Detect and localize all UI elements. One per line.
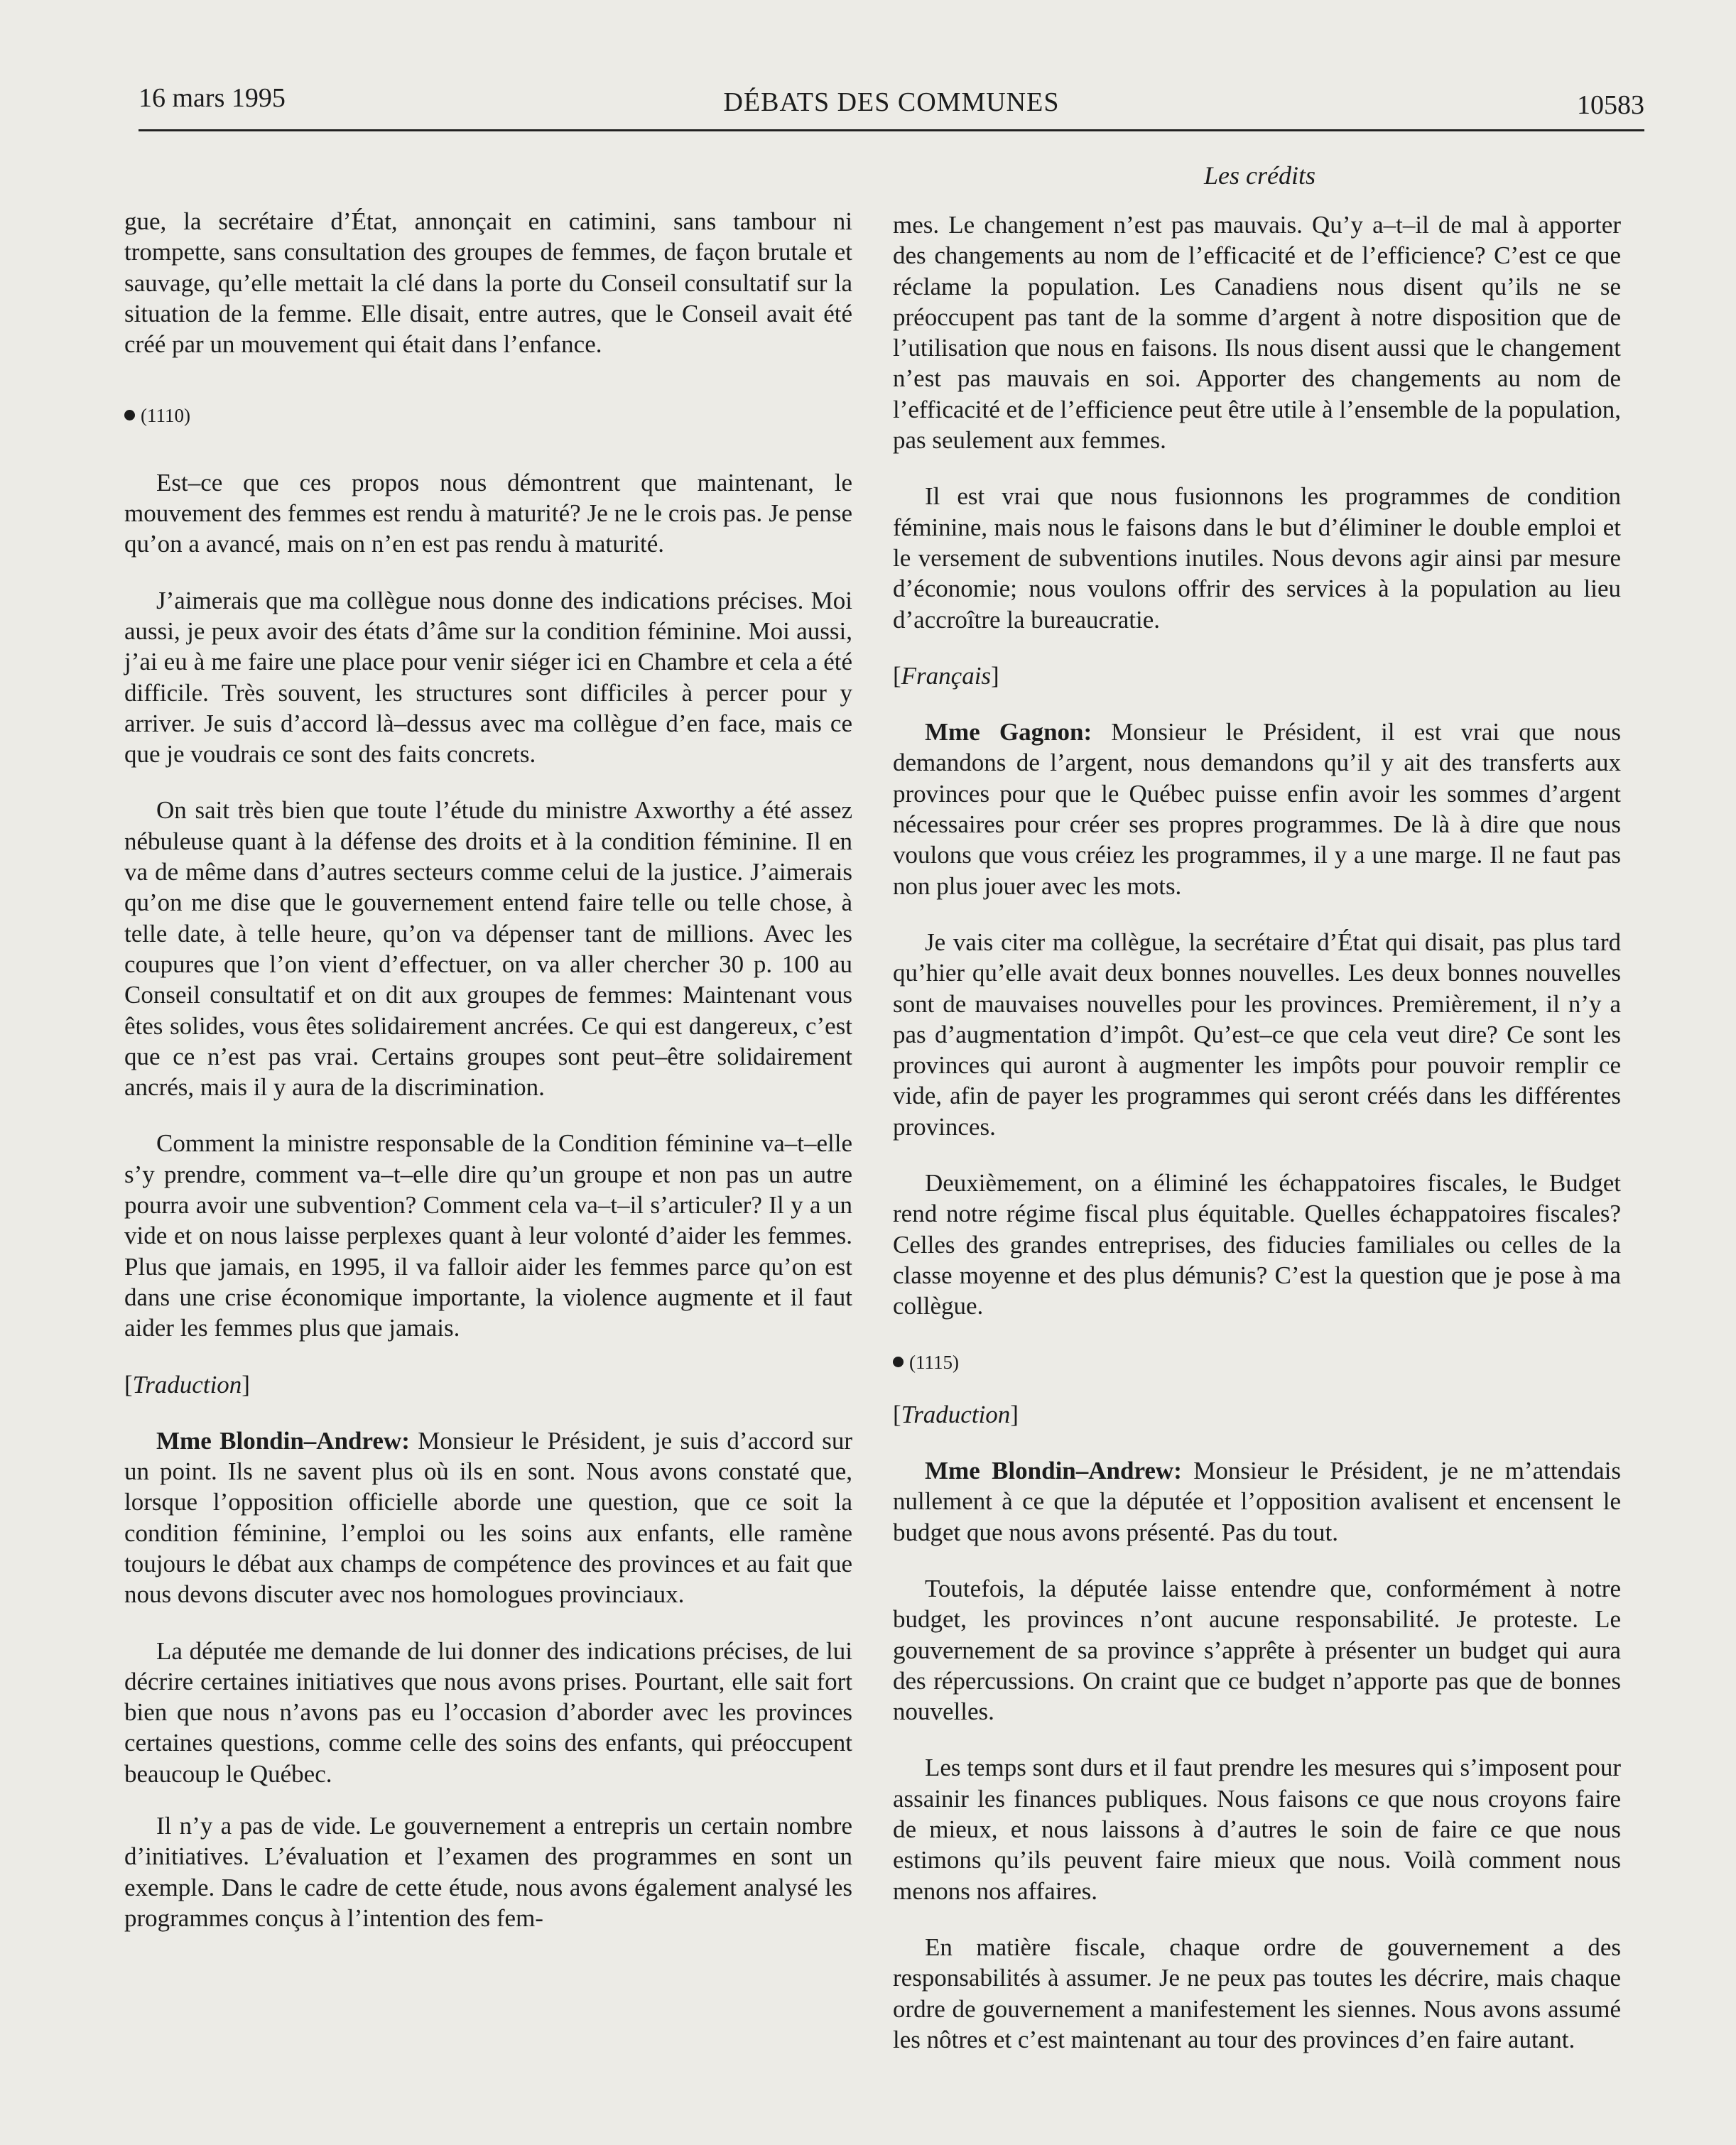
paragraph: On sait très bien que toute l’étude du ministre Axworthy a été assez nébuleuse quant à la défense des droits et à la condition féminine. Il en va de même dans d’autres secteurs comme celui de la justice. J’aimerais qu’on me dise que le gouvernement entend faire telle ou telle chose, à telle date, à telle heure, qu’on va dépenser tant de millions. Avec les coupures que l’on vient d’effectuer, on va aller chercher 30 p. 100 au Conseil consultatif et on dit aux groupes de femmes: Maintenant vous êtes solides, vous êtes solidairement ancrées. Ce qui est dangereux, c’est que ce n’est pas vrai. Certains groupes sont peut–être solidairement ancrés, mais il y aura de la discrimination.	[124, 796, 852, 1102]
paragraph: Les temps sont durs et il faut prendre les mesures qui s’imposent pour assainir les finances publiques. Nous faisons ce que nous croyons faire de mieux, et nous laissons à d’autres le soin de faire ce que nous estimons qu’ils peuvent faire mieux que nous. Voilà comment nous menons nos affaires.	[893, 1754, 1621, 1905]
header-title: DÉBATS DES COMMUNES	[723, 87, 1060, 117]
section-label: Les crédits	[1204, 161, 1315, 190]
paragraph: Il est vrai que nous fusionnons les programmes de condition féminine, mais nous le faisons dans le but d’éliminer le double emploi et le versement de subventions inutiles. Nous devons agir ainsi par mesure d’économie; nous voulons offrir des services à la population au lieu d’accroître la bureaucratie.	[893, 482, 1621, 634]
paragraph: gue, la secrétaire d’État, annonçait en catimini, sans tambour ni trompette, sans consultation des groupes de femmes, de façon brutale et sauvage, qu’elle mettait la clé dans la porte du Conseil consultatif sur la situation de la femme. Elle disait, entre autres, que le Conseil avait été créé par un mouvement qui était dans l’enfance.	[124, 207, 852, 359]
right-column	[893, 210, 1621, 2055]
language-note-label: Traduction	[132, 1370, 242, 1399]
paragraph: Comment la ministre responsable de la Condition féminine va–t–elle s’y prendre, comment va–t–elle dire qu’un groupe et non pas un autre pourra avoir une subvention? Comment cela va–t–il s’articuler? Il y a un vide et on nous laisse perplexes quant à leur volonté d’aider les femmes. Plus que jamais, en 1995, il va falloir aider les femmes parce qu’on est dans une crise économique importante, la violence augmente et il faut aider les femmes plus que jamais.	[124, 1129, 852, 1342]
time-marker	[124, 401, 852, 431]
paragraph: Deuxièmement, on a éliminé les échappatoires fiscales, le Budget rend notre régime fiscal plus équitable. Quelles échappatoires fiscales? Celles des grandes entreprises, des fiducies familiales ou celles de la classe moyenne et des plus démunis? C’est la question que je pose à ma collègue.	[893, 1169, 1621, 1320]
speaker-name: Mme Blondin–Andrew:	[925, 1457, 1182, 1485]
language-note: [Traduction]	[124, 1370, 250, 1399]
paragraph: Toutefois, la députée laisse entendre que, conformément à notre budget, les provinces n’ont aucune responsabilité. Je proteste. Le gouvernement de sa province s’apprête à présenter un budget qui aura des répercussions. On craint que ce budget n’apporte pas que de bonnes nouvelles.	[893, 1574, 1621, 1726]
time-marker-label: (1110)	[141, 405, 190, 427]
speaker-name: Mme Blondin–Andrew:	[156, 1426, 410, 1455]
language-note-label: Français	[901, 661, 992, 690]
speech-text: Monsieur le Président, je suis d’accord sur un point. Ils ne savent plus où ils en sont. Nous avons constaté que, lorsque l’opposition officielle aborde une question, que ce soit la condition féminine, l’emploi ou les soins aux enfants, elle ramène toujours le débat aux champs de compétence des provinces et au fait que nous devons discuter avec nos homologues provinciaux.	[124, 1426, 853, 1609]
paragraph: La députée me demande de lui donner des indications précises, de lui décrire certaines initiatives que nous avons prises. Pourtant, elle sait fort bien que nous n’avons pas eu l’occasion d’aborder avec les provinces certaines questions, comme celle des soins des enfants, qui préoccupent beaucoup le Québec.	[124, 1636, 852, 1788]
time-marker	[893, 1347, 1621, 1378]
speech-text: Monsieur le Président, je ne m’attendais nullement à ce que la députée et l’opposition avalisent et encensent le budget que nous avons présenté. Pas du tout.	[893, 1457, 1621, 1546]
header-date: 16 mars 1995	[139, 83, 286, 113]
speaker-name: Mme Gagnon:	[925, 718, 1092, 746]
speech	[124, 1426, 852, 1610]
speech	[893, 717, 1621, 901]
page-header	[139, 77, 1644, 134]
bullet-icon	[124, 410, 135, 420]
paragraph: Il n’y a pas de vide. Le gouvernement a entrepris un certain nombre d’initiatives. L’évaluation et l’examen des programmes en sont un exemple. Dans le cadre de cette étude, nous avons également analysé les programmes conçus à l’intention des fem-	[124, 1812, 852, 1932]
paragraph: En matière fiscale, chaque ordre de gouvernement a des responsabilités à assumer. Je ne peux pas toutes les décrire, mais chaque ordre de gouvernement a manifestement les siennes. Nous avons assumé les nôtres et c’est maintenant au tour des provinces d’en faire autant.	[893, 1933, 1621, 2053]
bullet-icon	[893, 1357, 904, 1367]
language-note-label: Traduction	[901, 1400, 1011, 1428]
paragraph: mes. Le changement n’est pas mauvais. Qu’y a–t–il de mal à apporter des changements au nom de l’efficacité et de l’efficience? C’est ce que réclame la population. Les Canadiens nous disent qu’ils ne se préoccupent pas tant de la somme d’argent à notre disposition que de l’utilisation que nous en faisons. Ils nous disent aussi que le changement n’est pas mauvais en soi. Apporter des changements au nom de l’efficacité et de l’efficience peut être utile à l’ensemble de la population, pas seulement aux femmes.	[893, 211, 1621, 455]
language-note: [Traduction]	[893, 1400, 1019, 1428]
header-rule	[139, 129, 1644, 131]
left-column	[124, 206, 852, 1933]
language-note: [Français]	[893, 661, 999, 690]
paragraph: Est–ce que ces propos nous démontrent que maintenant, le mouvement des femmes est rendu à maturité? Je ne le crois pas. Je pense qu’on a avancé, mais on n’en est pas rendu à maturité.	[124, 468, 852, 558]
paragraph: J’aimerais que ma collègue nous donne des indications précises. Moi aussi, je peux avoir des états d’âme sur la condition féminine. Moi aussi, j’ai eu à me faire une place pour venir siéger ici en Chambre et cela a été difficile. Très souvent, les structures sont difficiles à percer pour y arriver. Je suis d’accord là–dessus avec ma collègue d’en face, mais ce que je voudrais ce sont des faits concrets.	[124, 586, 852, 769]
speech-text: Monsieur le Président, il est vrai que nous demandons de l’argent, nous demandons qu’il y ait des transferts aux provinces pour que le Québec puisse enfin avoir les sommes d’argent nécessaires pour créer ses propres programmes. De là à dire que nous voulons que vous créiez les programmes, il y a une marge. Il ne faut pas non plus jouer avec les mots.	[893, 718, 1621, 900]
header-page-number: 10583	[1577, 90, 1644, 120]
paragraph: Je vais citer ma collègue, la secrétaire d’État qui disait, pas plus tard qu’hier qu’elle avait deux bonnes nouvelles. Les deux bonnes nouvelles sont de mauvaises nouvelles pour les provinces. Premièrement, il n’y a pas d’augmentation d’impôt. Qu’est–ce que cela veut dire? Ce sont les provinces qui auront à augmenter les impôts pour pouvoir remplir ce vide, afin de payer les programmes qui seront créés dans les différentes provinces.	[893, 928, 1621, 1141]
speech	[893, 1455, 1621, 1548]
time-marker-label: (1115)	[909, 1351, 959, 1373]
